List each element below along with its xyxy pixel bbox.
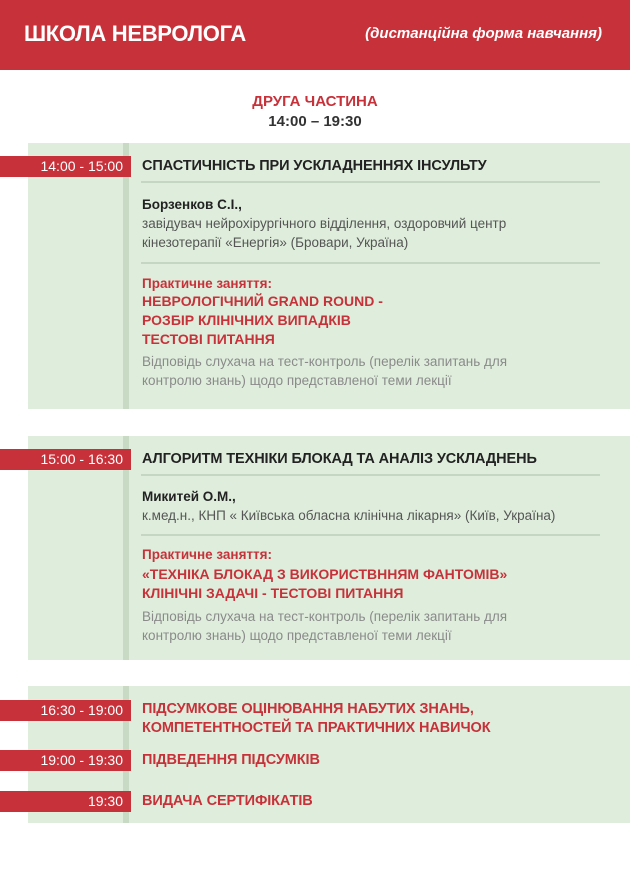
divider bbox=[141, 181, 600, 183]
divider bbox=[141, 474, 600, 476]
part-title: ДРУГА ЧАСТИНА bbox=[252, 93, 378, 110]
practice-title: НЕВРОЛОГІЧНИЙ GRAND ROUND - РОЗБІР КЛІНІЧНИХ ВИПАДКІВ ТЕСТОВІ ПИТАННЯ bbox=[142, 293, 383, 347]
time-tag: 14:00 - 15:00 bbox=[0, 156, 131, 177]
page-header bbox=[0, 0, 630, 70]
final-title: ПІДВЕДЕННЯ ПІДСУМКІВ bbox=[142, 752, 320, 768]
practice-label: Практичне заняття: bbox=[142, 276, 273, 291]
time-tag: 16:30 - 19:00 bbox=[0, 700, 131, 721]
speaker-affiliation: к.мед.н., КНП « Київська обласна клінічна лікарня» (Київ, Україна) bbox=[142, 508, 556, 523]
page-subtitle: (дистанційна форма навчання) bbox=[365, 25, 602, 42]
part-time: 14:00 – 19:30 bbox=[268, 113, 362, 130]
practice-title: «ТЕХНІКА БЛОКАД З ВИКОРИСТВННЯМ ФАНТОМІВ» КЛІНІЧНІ ЗАДАЧІ - ТЕСТОВІ ПИТАННЯ bbox=[142, 566, 508, 601]
page-title: ШКОЛА НЕВРОЛОГА bbox=[24, 21, 246, 46]
session-note: Відповідь слухача на тест-контроль (перелік запитань для контролю знань) щодо представленої теми лекції bbox=[142, 609, 508, 643]
speaker-name: Микитей О.М., bbox=[142, 489, 236, 504]
divider bbox=[141, 534, 600, 536]
time-tag: 15:00 - 16:30 bbox=[0, 449, 131, 470]
speaker-name: Борзенков С.І., bbox=[142, 197, 242, 212]
session-note: Відповідь слухача на тест-контроль (перелік запитань для контролю знань) щодо представленої теми лекції bbox=[142, 354, 508, 388]
speaker-affiliation: завідувач нейрохірургічного відділення, оздоровчий центр кінезотерапії «Енергія» (Бровари, Україна) bbox=[142, 216, 507, 250]
time-tag: 19:30 bbox=[0, 791, 131, 812]
time-tag: 19:00 - 19:30 bbox=[0, 750, 131, 771]
session-title: СПАСТИЧНІСТЬ ПРИ УСКЛАДНЕННЯХ ІНСУЛЬТУ bbox=[142, 158, 487, 174]
divider bbox=[141, 262, 600, 264]
practice-label: Практичне заняття: bbox=[142, 547, 273, 562]
session-title: АЛГОРИТМ ТЕХНІКИ БЛОКАД ТА АНАЛІЗ УСКЛАДНЕНЬ bbox=[142, 451, 537, 467]
final-title: ПІДСУМКОВЕ ОЦІНЮВАННЯ НАБУТИХ ЗНАНЬ, КОМПЕТЕНТНОСТЕЙ ТА ПРАКТИЧНИХ НАВИЧОК bbox=[142, 701, 491, 736]
session-divider-line bbox=[123, 143, 129, 409]
final-title: ВИДАЧА СЕРТИФІКАТІВ bbox=[142, 793, 313, 809]
